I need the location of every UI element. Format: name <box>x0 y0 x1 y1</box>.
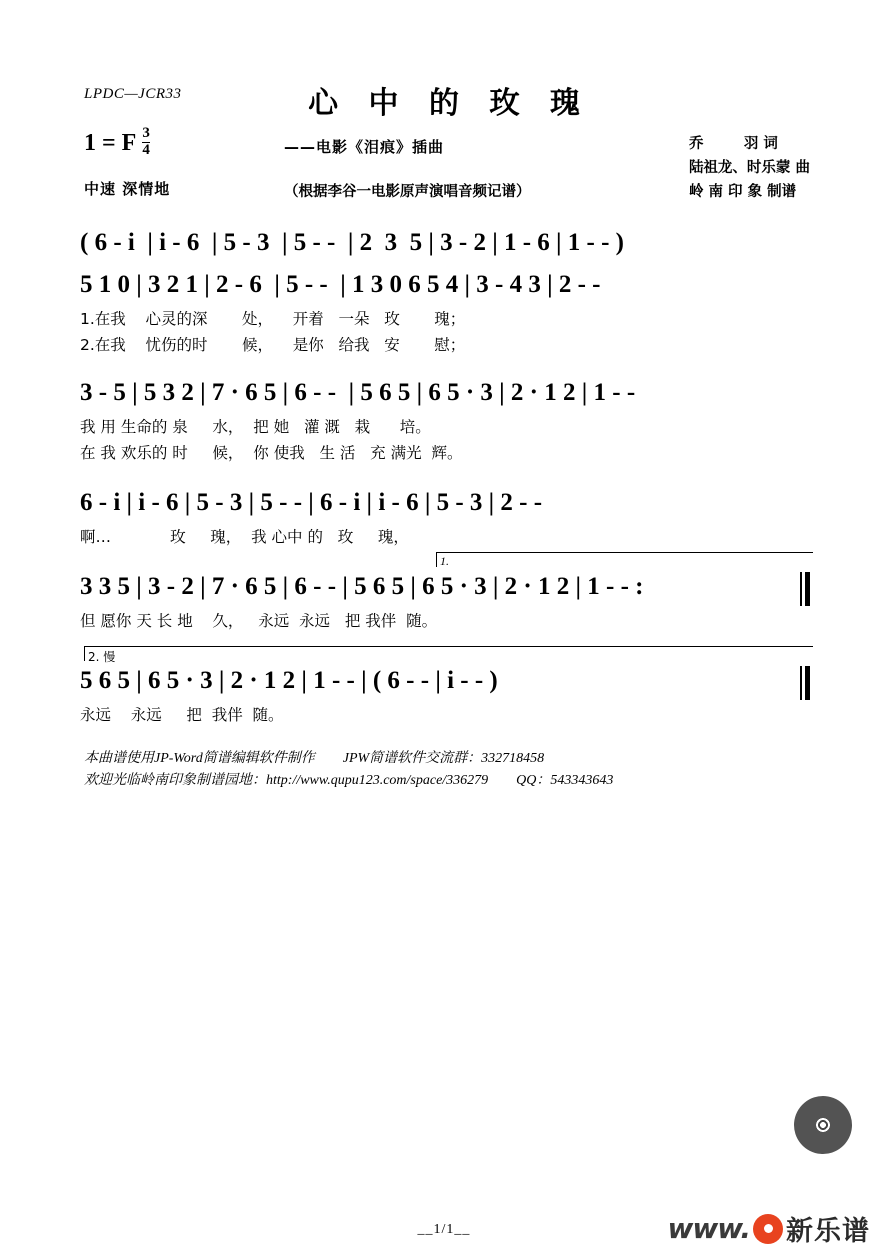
watermark-url: www. <box>667 1212 750 1245</box>
credit-lyricist: 乔 羽 词 <box>688 136 778 152</box>
key-signature-text: 1 = F <box>84 129 137 156</box>
record-icon <box>753 1214 783 1244</box>
footnote-software: 本曲谱使用JP-Word简谱编辑软件制作 JPW简谱软件交流群：332718458 <box>84 751 545 766</box>
footnote-contact: 欢迎光临岭南印象制谱园地：http://www.qupu123.com/space/336279 QQ：543343643 <box>84 773 614 788</box>
notation-line: 3 - 5 | 5 3 2 | 7 · 6 5 | 6 - - | 5 6 5 | 6 5 · 3 | 2 · 1 2 | 1 - - <box>80 379 636 406</box>
lyric-line-verse1: 1.在我 心灵的深 处， 开着 一朵 玫 瑰； <box>80 310 466 328</box>
notation-line: 3 3 5 | 3 - 2 | 7 · 6 5 | 6 - - | 5 6 5 | 6 5 · 3 | 2 · 1 2 | 1 - - : <box>80 573 644 600</box>
music-system-3 <box>80 378 810 466</box>
final-barline <box>800 666 810 700</box>
notation-line: 6 - i | i - 6 | 5 - 3 | 5 - - | 6 - i | i - 6 | 5 - 3 | 2 - - <box>80 489 543 516</box>
time-signature-denominator: 4 <box>142 141 150 158</box>
credit-transcriber: 岭 南 印 象 制谱 <box>688 184 797 200</box>
lyric-line-verse2: 在 我 欢乐的 时 候， 你 使我 生 活 充 满光 辉。 <box>80 444 463 462</box>
time-signature-numerator: 3 <box>142 125 150 141</box>
key-signature <box>84 125 150 161</box>
vinyl-record-icon <box>786 1088 859 1161</box>
music-system-5 <box>80 572 810 634</box>
page-title: 心 中 的 玫 瑰 <box>308 86 590 121</box>
site-watermark <box>668 1209 870 1248</box>
lyric-line-verse2: 2.在我 忧伤的时 候， 是你 给我 安 慰； <box>80 336 466 354</box>
first-ending-label: 1. <box>440 554 449 568</box>
page-number: __1/1__ <box>417 1222 471 1237</box>
source-note: （根据李谷一电影原声演唱音频记谱） <box>284 184 531 200</box>
lyric-line-refrain: 啊… 玫 瑰， 我 心中 的 玫 瑰， <box>80 528 409 546</box>
music-system-6 <box>80 666 810 728</box>
time-signature <box>142 126 150 159</box>
catalog-number: LPDC—JCR33 <box>84 86 182 102</box>
lyric-line-refrain2: 但 愿你 天 长 地 久， 永远 永远 把 我伴 随。 <box>80 612 438 630</box>
second-ending-bracket <box>84 646 813 664</box>
footnotes <box>84 748 613 792</box>
second-ending-label: 2. 慢 <box>88 650 116 664</box>
music-system-2 <box>80 270 810 358</box>
music-system-4 <box>80 488 810 550</box>
subtitle: ——电影《泪痕》插曲 <box>284 138 445 156</box>
repeat-barline <box>800 572 810 606</box>
notation-line: ( 6 - i | i - 6 | 5 - 3 | 5 - - | 2 3 5 | 3 - 2 | 1 - 6 | 1 - - ) <box>80 229 625 256</box>
notation-line: 5 6 5 | 6 5 · 3 | 2 · 1 2 | 1 - - | ( 6 - - | i - - ) <box>80 667 498 694</box>
music-system-1 <box>80 228 810 258</box>
watermark-site-name: 新乐谱 <box>786 1216 870 1247</box>
tempo-marking: 中速 深情地 <box>84 180 171 198</box>
first-ending-bracket <box>436 552 813 567</box>
notation-line: 5 1 0 | 3 2 1 | 2 - 6 | 5 - - | 1 3 0 6 5 4 | 3 - 4 3 | 2 - - <box>80 271 601 298</box>
lyric-line-ending: 永远 永远 把 我伴 随。 <box>80 706 284 724</box>
lyric-line-verse1: 我 用 生命的 泉 水， 把 她 灌 溉 栽 培。 <box>80 418 431 436</box>
credits-block <box>689 132 810 204</box>
credit-composer: 陆祖龙、时乐蒙 曲 <box>688 160 810 176</box>
